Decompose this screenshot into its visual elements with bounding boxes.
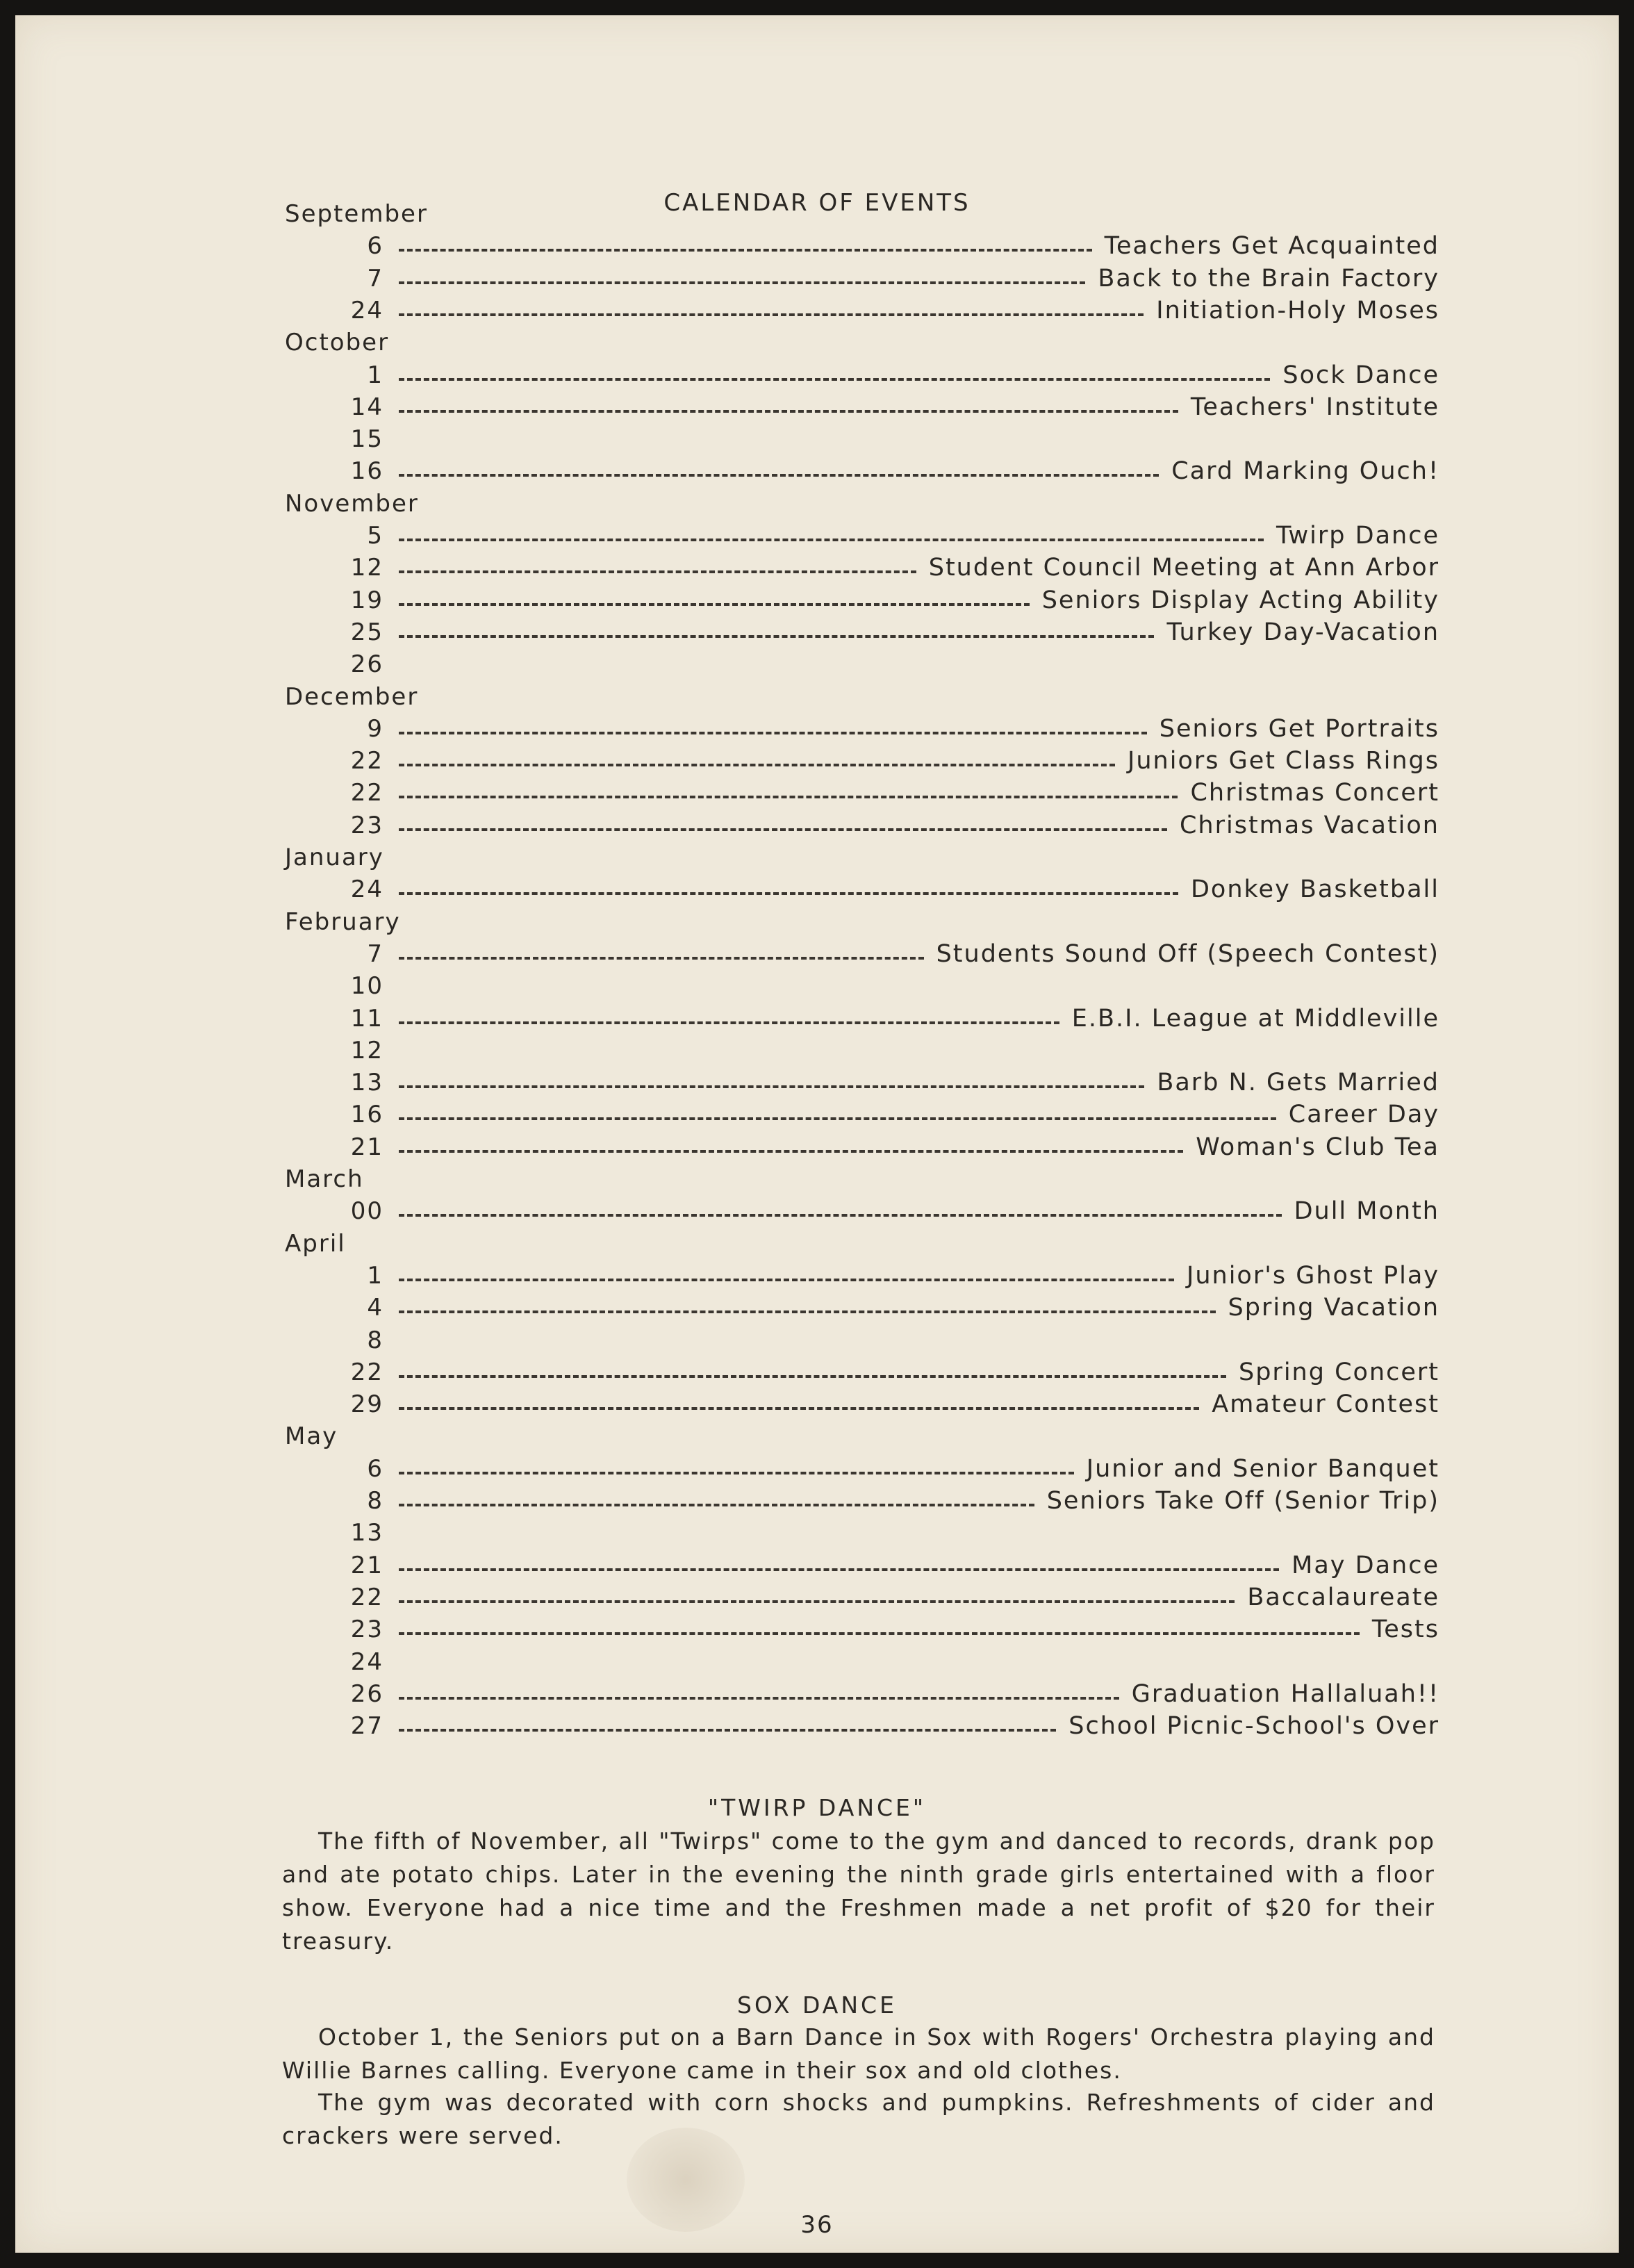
dotted-leader xyxy=(399,249,1092,252)
calendar-day: 7 xyxy=(367,939,383,968)
calendar-event: Barb N. Gets Married xyxy=(1157,1069,1439,1097)
dotted-leader xyxy=(399,1117,1276,1120)
calendar-event: Back to the Brain Factory xyxy=(1098,264,1439,293)
calendar-event: Baccalaureate xyxy=(1247,1583,1439,1611)
calendar-day: 11 xyxy=(350,1004,383,1033)
dotted-leader xyxy=(399,1472,1074,1474)
calendar-day: 6 xyxy=(367,232,383,261)
dotted-leader xyxy=(399,1279,1174,1281)
calendar-day: 22 xyxy=(350,747,383,775)
calendar-day: 23 xyxy=(350,1616,383,1644)
calendar-day: 12 xyxy=(350,1036,383,1065)
calendar-event: Turkey Day-Vacation xyxy=(1166,618,1439,646)
calendar-event: Career Day xyxy=(1288,1101,1439,1129)
calendar-day: 5 xyxy=(367,522,383,550)
calendar-day: 6 xyxy=(367,1454,383,1483)
calendar-day: 13 xyxy=(350,1069,383,1097)
dotted-leader xyxy=(399,1697,1119,1700)
calendar-day: 19 xyxy=(350,586,383,614)
calendar-event: Tests xyxy=(1371,1616,1439,1644)
month-heading: January xyxy=(285,844,384,871)
dotted-leader xyxy=(399,764,1115,766)
dotted-leader xyxy=(399,1568,1279,1571)
month-heading: April xyxy=(285,1229,346,1258)
calendar-event: Students Sound Off (Speech Contest) xyxy=(936,939,1439,968)
dotted-leader xyxy=(399,1085,1144,1088)
calendar-event: Sock Dance xyxy=(1282,361,1439,389)
twirp-dance-heading: "TWIRP DANCE" xyxy=(707,1794,927,1821)
month-heading: September xyxy=(285,200,428,228)
calendar-event: Woman's Club Tea xyxy=(1196,1133,1439,1161)
calendar-event: Juniors Get Class Rings xyxy=(1128,747,1439,775)
calendar-event: Teachers' Institute xyxy=(1190,393,1439,421)
calendar-day: 22 xyxy=(350,1358,383,1386)
dotted-leader xyxy=(399,1375,1226,1378)
calendar-event: Seniors Take Off (Senior Trip) xyxy=(1046,1487,1439,1515)
calendar-event: Christmas Vacation xyxy=(1179,811,1439,839)
calendar-day: 21 xyxy=(350,1133,383,1161)
dotted-leader xyxy=(399,828,1167,831)
month-heading: December xyxy=(285,682,419,711)
dotted-leader xyxy=(399,796,1178,798)
dotted-leader xyxy=(399,892,1178,895)
calendar-day: 16 xyxy=(350,1101,383,1129)
calendar-day: 12 xyxy=(350,554,383,582)
calendar-day: 24 xyxy=(350,1647,383,1676)
calendar-day: 27 xyxy=(350,1712,383,1741)
calendar-event: Seniors Get Portraits xyxy=(1159,714,1439,743)
month-heading: May xyxy=(285,1422,338,1451)
dotted-leader xyxy=(399,1729,1056,1732)
sox-dance-heading: SOX DANCE xyxy=(737,1991,897,2019)
calendar-event: Junior's Ghost Play xyxy=(1187,1261,1439,1290)
calendar-event: Amateur Contest xyxy=(1212,1390,1439,1419)
calendar-day: 4 xyxy=(367,1294,383,1322)
calendar-event: Spring Vacation xyxy=(1228,1294,1439,1322)
calendar-day: 24 xyxy=(350,876,383,904)
dotted-leader xyxy=(399,474,1159,477)
dotted-leader xyxy=(399,1600,1235,1603)
calendar-day: 22 xyxy=(350,779,383,807)
calendar-event: Spring Concert xyxy=(1239,1358,1439,1386)
calendar-day: 15 xyxy=(350,425,383,454)
calendar-event: Initiation-Holy Moses xyxy=(1156,296,1439,324)
calendar-event: Twirp Dance xyxy=(1276,522,1439,550)
dotted-leader xyxy=(399,410,1178,413)
calendar-day: 10 xyxy=(350,972,383,1001)
calendar-day: 23 xyxy=(350,811,383,839)
calendar-event: E.B.I. League at Middleville xyxy=(1071,1004,1439,1033)
calendar-day: 8 xyxy=(367,1487,383,1515)
dotted-leader xyxy=(399,957,924,960)
dotted-leader xyxy=(399,732,1147,734)
calendar-day: 21 xyxy=(350,1551,383,1579)
calendar-event: School Picnic-School's Over xyxy=(1068,1712,1439,1741)
dotted-leader xyxy=(399,1021,1059,1024)
calendar-event: May Dance xyxy=(1291,1551,1439,1579)
calendar-event: Christmas Concert xyxy=(1190,779,1439,807)
calendar-day: 8 xyxy=(367,1326,383,1354)
dotted-leader xyxy=(399,1150,1183,1153)
month-heading: March xyxy=(285,1165,364,1193)
calendar-event: Graduation Hallaluah!! xyxy=(1131,1679,1439,1708)
calendar-event: Student Council Meeting at Ann Arbor xyxy=(928,554,1439,582)
calendar-day: 14 xyxy=(350,393,383,421)
dotted-leader xyxy=(399,570,916,573)
calendar-day: 26 xyxy=(350,1679,383,1708)
dotted-leader xyxy=(399,281,1085,284)
calendar-day: 22 xyxy=(350,1583,383,1611)
calendar-event: Seniors Display Acting Ability xyxy=(1041,586,1439,614)
document-page xyxy=(15,15,1619,2253)
calendar-day: 1 xyxy=(367,361,383,389)
calendar-day: 16 xyxy=(350,457,383,486)
calendar-day: 29 xyxy=(350,1390,383,1419)
dotted-leader xyxy=(399,1504,1034,1506)
dotted-leader xyxy=(399,1407,1199,1410)
sox-dance-paragraph-2: The gym was decorated with corn shocks and pumpkins. Refreshments of cider and crackers were served. xyxy=(282,2089,1435,2149)
calendar-day: 26 xyxy=(350,650,383,679)
calendar-event: Card Marking Ouch! xyxy=(1171,457,1439,486)
month-heading: November xyxy=(285,489,419,518)
dotted-leader xyxy=(399,313,1144,316)
dotted-leader xyxy=(399,1632,1360,1635)
calendar-day: 9 xyxy=(367,714,383,743)
calendar-day: 25 xyxy=(350,618,383,646)
dotted-leader xyxy=(399,603,1030,606)
calendar-day: 1 xyxy=(367,1261,383,1290)
calendar-day: 24 xyxy=(350,296,383,324)
twirp-dance-paragraph: The fifth of November, all "Twirps" come to the gym and danced to records, drank pop and ate potato chips. Later in the evening the ninth grade girls entertained with a floor show. Everyone had a nice time and the Freshmen made a net profit of $20 for their treasury. xyxy=(282,1827,1435,1955)
calendar-day: 7 xyxy=(367,264,383,293)
calendar-event: Donkey Basketball xyxy=(1190,876,1439,904)
dotted-leader xyxy=(399,1214,1282,1217)
page-title: CALENDAR OF EVENTS xyxy=(663,189,971,217)
dotted-leader xyxy=(399,1310,1216,1313)
calendar-event: Teachers Get Acquainted xyxy=(1104,232,1439,261)
calendar-day: 00 xyxy=(350,1197,383,1226)
page-number: 36 xyxy=(800,2211,834,2239)
month-heading: October xyxy=(285,329,390,357)
dotted-leader xyxy=(399,635,1154,638)
calendar-event: Junior and Senior Banquet xyxy=(1086,1454,1439,1483)
calendar-event: Dull Month xyxy=(1294,1197,1439,1226)
dotted-leader xyxy=(399,539,1264,541)
month-heading: February xyxy=(285,907,401,936)
dotted-leader xyxy=(399,378,1270,381)
sox-dance-paragraph-1: October 1, the Seniors put on a Barn Dance in Sox with Rogers' Orchestra playing and Willie Barnes calling. Everyone came in their sox and old clothes. xyxy=(282,2023,1435,2084)
calendar-day: 13 xyxy=(350,1519,383,1547)
